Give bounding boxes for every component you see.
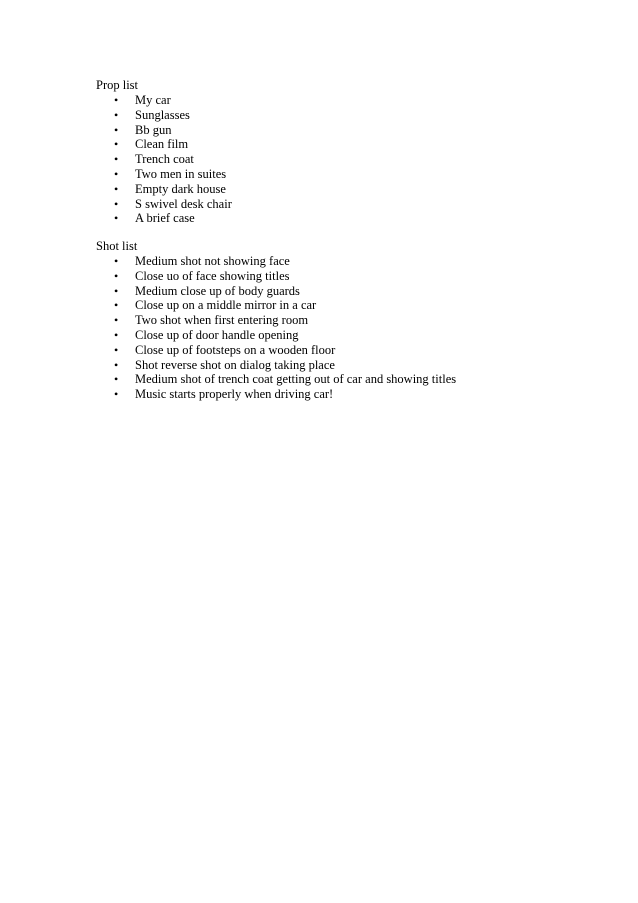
- list-item-text: S swivel desk chair: [135, 196, 232, 211]
- list-item: [96, 197, 232, 212]
- bullet-icon: •: [114, 137, 119, 152]
- list-item: [96, 137, 232, 152]
- list-item: [96, 93, 232, 108]
- list-item: [96, 313, 456, 328]
- list-item: [96, 108, 232, 123]
- list-item-text: Close up of footsteps on a wooden floor: [135, 342, 336, 357]
- list-item-text: Close up on a middle mirror in a car: [135, 298, 317, 313]
- list-item-text: Medium shot not showing face: [135, 254, 290, 268]
- bullet-icon: •: [114, 268, 119, 283]
- list-item-text: Clean film: [135, 137, 189, 152]
- list-item: [96, 152, 232, 167]
- list-item-text: Sunglasses: [135, 107, 190, 122]
- list-item-text: Close up of door handle opening: [135, 327, 299, 342]
- bullet-icon: •: [114, 327, 119, 342]
- bullet-icon: •: [114, 283, 119, 298]
- bullet-icon: •: [114, 122, 119, 137]
- list-item: [96, 343, 456, 358]
- list-item-text: Trench coat: [135, 152, 194, 167]
- shot-list-section: [96, 239, 456, 402]
- bullet-icon: •: [114, 372, 119, 387]
- list-item: [96, 387, 456, 402]
- bullet-icon: •: [114, 298, 119, 313]
- list-item: [96, 298, 456, 313]
- list-item: [96, 358, 456, 373]
- bullet-icon: •: [114, 342, 119, 357]
- prop-list-section: [96, 78, 232, 226]
- bullet-icon: •: [114, 152, 119, 167]
- bullet-icon: •: [114, 211, 119, 226]
- list-item-text: Shot reverse shot on dialog taking place: [135, 357, 335, 372]
- bullet-icon: •: [114, 387, 119, 402]
- list-item: [96, 254, 456, 269]
- prop-list: [96, 93, 232, 226]
- bullet-icon: •: [114, 313, 119, 328]
- list-item-text: Two men in suites: [135, 166, 227, 181]
- bullet-icon: •: [114, 181, 119, 196]
- list-item-text: Empty dark house: [135, 181, 226, 196]
- list-item: [96, 269, 456, 284]
- bullet-icon: •: [114, 166, 119, 181]
- bullet-icon: •: [114, 93, 119, 107]
- list-item: [96, 372, 456, 387]
- list-item-text: A brief case: [135, 211, 195, 226]
- list-item-text: Music starts properly when driving car!: [135, 387, 334, 402]
- list-item-text: Two shot when first entering room: [135, 313, 309, 328]
- bullet-icon: •: [114, 254, 119, 268]
- list-item-text: Medium shot of trench coat getting out of car and showing titles: [135, 372, 457, 387]
- shot-list: [96, 254, 456, 402]
- list-item: [96, 328, 456, 343]
- list-item-text: Bb gun: [135, 122, 172, 137]
- list-item-text: Close uo of face showing titles: [135, 268, 290, 283]
- bullet-icon: •: [114, 196, 119, 211]
- list-item: [96, 284, 456, 299]
- list-item-text: My car: [135, 93, 171, 107]
- shot-list-heading: Shot list: [96, 239, 138, 253]
- prop-list-heading: Prop list: [96, 78, 139, 92]
- bullet-icon: •: [114, 107, 119, 122]
- list-item: [96, 182, 232, 197]
- bullet-icon: •: [114, 357, 119, 372]
- list-item: [96, 167, 232, 182]
- list-item: [96, 123, 232, 138]
- list-item: [96, 211, 232, 226]
- list-item-text: Medium close up of body guards: [135, 283, 300, 298]
